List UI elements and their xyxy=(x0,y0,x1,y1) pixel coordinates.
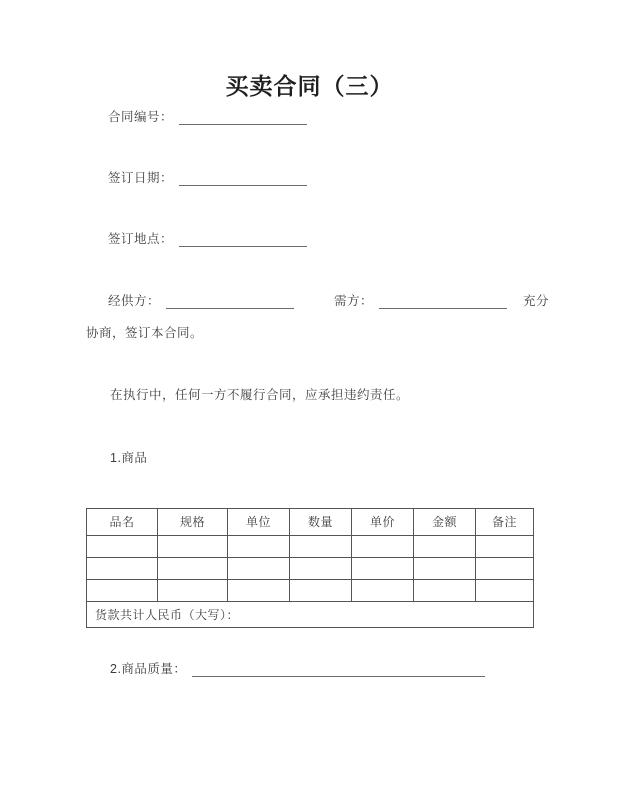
buyer-label: 需方： xyxy=(334,294,374,308)
cell-price[interactable] xyxy=(352,536,414,558)
cell-amount[interactable] xyxy=(414,558,476,580)
column-header-spec: 规格 xyxy=(158,509,228,536)
column-header-unit: 单位 xyxy=(228,509,290,536)
section-heading-goods: 1.商品 xyxy=(110,451,148,465)
cell-name[interactable] xyxy=(87,580,158,602)
goods-quality-input[interactable] xyxy=(192,663,485,677)
column-header-price: 单价 xyxy=(352,509,414,536)
field-contract-number xyxy=(108,109,307,125)
column-header-qty: 数量 xyxy=(290,509,352,536)
table-header-row xyxy=(87,509,534,536)
table-row xyxy=(87,536,534,558)
goods-table xyxy=(86,508,534,628)
cell-price[interactable] xyxy=(352,558,414,580)
goods-table-body xyxy=(87,536,534,602)
cell-price[interactable] xyxy=(352,580,414,602)
field-goods-quality xyxy=(110,661,485,677)
column-header-remark: 备注 xyxy=(476,509,534,536)
total-amount-in-words-label[interactable]: 货款共计人民币（大写）： xyxy=(87,602,534,628)
parties-continuation-text: 协商，签订本合同。 xyxy=(86,326,204,340)
cell-qty[interactable] xyxy=(290,580,352,602)
buyer-input[interactable] xyxy=(379,295,507,309)
goods-quality-label: 2.商品质量： xyxy=(110,662,187,676)
goods-table-footer xyxy=(87,602,534,628)
sign-place-input[interactable] xyxy=(179,233,307,247)
supplier-label: 经供方： xyxy=(108,294,161,308)
cell-spec[interactable] xyxy=(158,558,228,580)
cell-qty[interactable] xyxy=(290,558,352,580)
contract-number-input[interactable] xyxy=(179,111,307,125)
cell-unit[interactable] xyxy=(228,558,290,580)
breach-clause-text: 在执行中，任何一方不履行合同，应承担违约责任。 xyxy=(110,388,410,402)
goods-table-header xyxy=(87,509,534,536)
table-total-row xyxy=(87,602,534,628)
table-row xyxy=(87,580,534,602)
column-header-amount: 金额 xyxy=(414,509,476,536)
parties-suffix-text: 充分 xyxy=(523,294,550,308)
cell-remark[interactable] xyxy=(476,558,534,580)
contract-number-label: 合同编号： xyxy=(108,110,174,124)
table-row xyxy=(87,558,534,580)
cell-spec[interactable] xyxy=(158,580,228,602)
supplier-input[interactable] xyxy=(166,295,294,309)
column-header-name: 品名 xyxy=(87,509,158,536)
sign-date-label: 签订日期： xyxy=(108,171,174,185)
page-title: 买卖合同（三） xyxy=(225,73,394,99)
cell-name[interactable] xyxy=(87,558,158,580)
field-sign-date xyxy=(108,170,307,186)
cell-spec[interactable] xyxy=(158,536,228,558)
cell-amount[interactable] xyxy=(414,580,476,602)
cell-remark[interactable] xyxy=(476,536,534,558)
sign-place-label: 签订地点： xyxy=(108,232,174,246)
field-sign-place xyxy=(108,231,307,247)
cell-unit[interactable] xyxy=(228,580,290,602)
cell-name[interactable] xyxy=(87,536,158,558)
field-parties xyxy=(108,293,549,309)
cell-remark[interactable] xyxy=(476,580,534,602)
sign-date-input[interactable] xyxy=(179,172,307,186)
cell-amount[interactable] xyxy=(414,536,476,558)
cell-qty[interactable] xyxy=(290,536,352,558)
cell-unit[interactable] xyxy=(228,536,290,558)
